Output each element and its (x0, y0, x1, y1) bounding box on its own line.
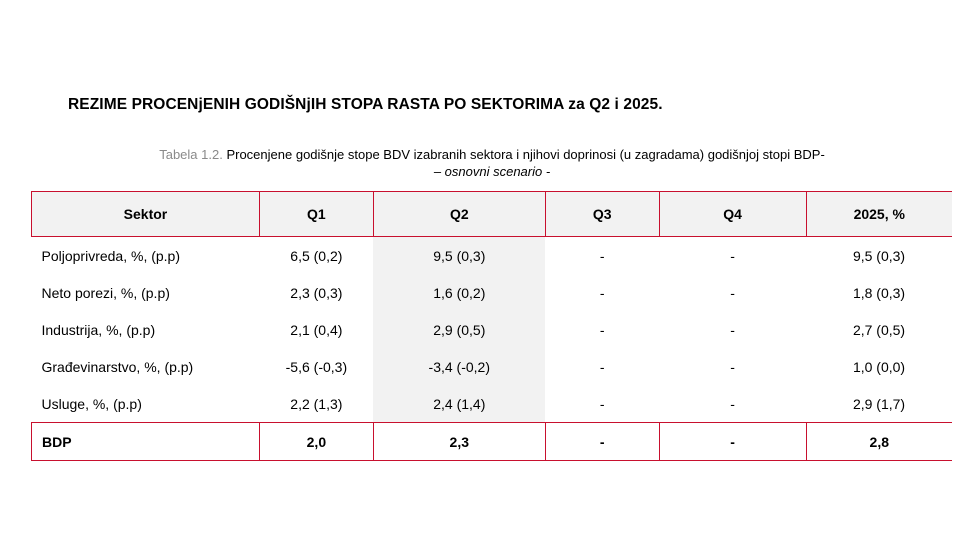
cell-q1: 6,5 (0,2) (290, 247, 343, 264)
cell-2025: 1,8 (0,3) (852, 284, 906, 301)
sector-name: Poljoprivreda, %, (p.p) (41, 247, 181, 264)
table-row (32, 348, 953, 385)
sector-name: Usluge, %, (p.p) (41, 395, 142, 412)
total-q3: - (545, 423, 659, 461)
cell-2025: 1,0 (0,0) (852, 358, 906, 375)
cell-2025: 9,5 (0,3) (852, 247, 906, 264)
cell-q1: -5,6 (-0,3) (285, 358, 348, 375)
table-row (32, 237, 953, 275)
cell-q2: 2,9 (0,5) (373, 311, 545, 348)
sector-name: Industrija, %, (p.p) (41, 321, 156, 338)
header-sektor: Sektor (32, 192, 260, 237)
cell-q1: 2,3 (0,3) (290, 284, 343, 301)
cell-q2: 2,4 (1,4) (373, 385, 545, 423)
cell-q4: - (730, 321, 735, 338)
total-label: BDP (32, 423, 260, 461)
table-row (32, 385, 953, 423)
cell-2025: 2,9 (1,7) (852, 395, 906, 412)
caption-text: Procenjene godišnje stope BDV izabranih sektora i njihovi doprinosi (u zagradama) godišnjoj stopi BDP- (226, 147, 825, 162)
total-q2: 2,3 (373, 423, 545, 461)
header-q3: Q3 (545, 192, 659, 237)
cell-q4: - (730, 284, 735, 301)
cell-q4: - (730, 395, 735, 412)
cell-q4: - (730, 358, 735, 375)
growth-rates-table (31, 191, 952, 461)
header-2025: 2025, % (806, 192, 952, 237)
header-q2: Q2 (373, 192, 545, 237)
cell-q4: - (730, 247, 735, 264)
total-2025: 2,8 (806, 423, 952, 461)
cell-q3: - (599, 247, 605, 264)
caption-label: Tabela 1.2. (159, 147, 223, 162)
table-caption (32, 146, 952, 180)
cell-q2: 1,6 (0,2) (373, 274, 545, 311)
cell-q3: - (599, 284, 605, 301)
header-q1: Q1 (259, 192, 373, 237)
caption-subtitle: – osnovni scenario - (433, 164, 551, 179)
cell-q1: 2,1 (0,4) (290, 321, 343, 338)
page-title: REZIME PROCENjENIH GODIŠNjIH STOPA RASTA PO SEKTORIMA za Q2 i 2025. (68, 96, 663, 113)
cell-2025: 2,7 (0,5) (852, 321, 906, 338)
total-q1: 2,0 (259, 423, 373, 461)
table-row (32, 274, 953, 311)
total-q4: - (659, 423, 806, 461)
sector-name: Neto porezi, %, (p.p) (41, 284, 170, 301)
cell-q2: -3,4 (-0,2) (373, 348, 545, 385)
header-q4: Q4 (659, 192, 806, 237)
total-row (32, 423, 953, 461)
cell-q3: - (599, 358, 605, 375)
sector-name: Građevinarstvo, %, (p.p) (41, 358, 194, 375)
table-row (32, 311, 953, 348)
cell-q3: - (599, 321, 605, 338)
table-header-row (32, 192, 953, 237)
cell-q1: 2,2 (1,3) (290, 395, 343, 412)
cell-q3: - (599, 395, 605, 412)
cell-q2: 9,5 (0,3) (373, 237, 545, 275)
